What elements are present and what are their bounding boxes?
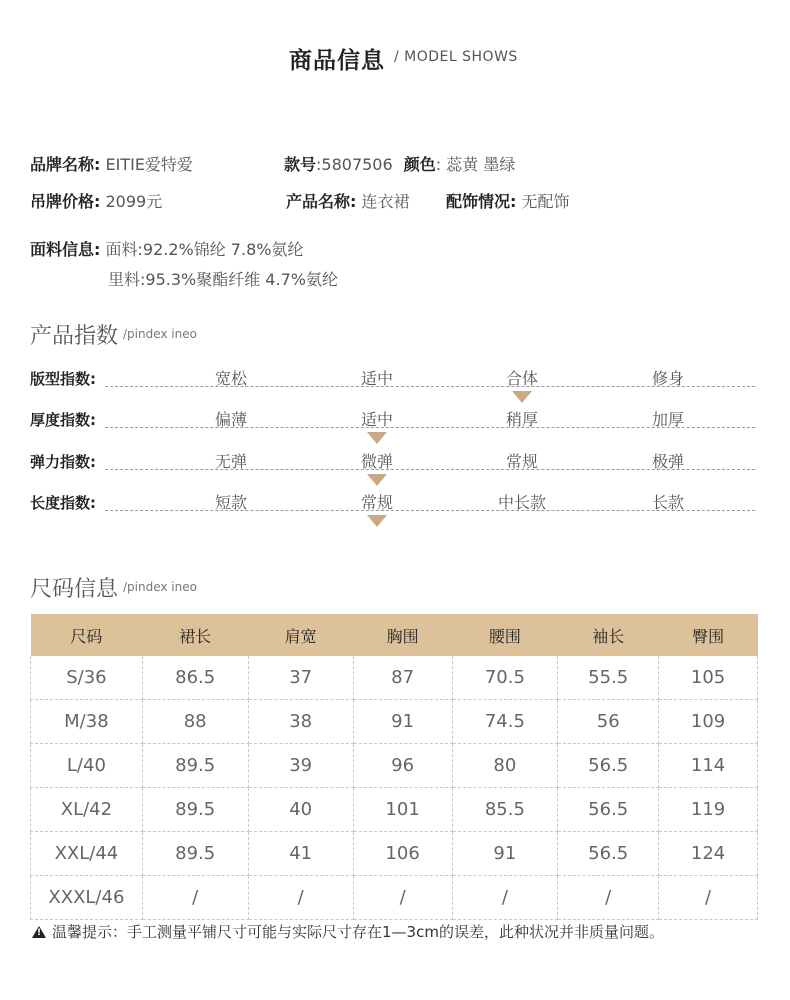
measurement-cell: 55.5 bbox=[558, 656, 659, 700]
size-table-body bbox=[31, 656, 758, 920]
index-option: 适中 bbox=[360, 369, 393, 388]
measurement-cell: 88 bbox=[142, 700, 248, 744]
price-label: 吊牌价格: bbox=[30, 192, 101, 211]
measurement-cell: 87 bbox=[353, 656, 452, 700]
measurement-cell: / bbox=[353, 876, 452, 920]
measurement-cell: 80 bbox=[452, 744, 558, 788]
color-value: : 蕊黄 墨绿 bbox=[435, 155, 516, 174]
measurement-cell: 85.5 bbox=[452, 788, 558, 832]
selected-marker-icon bbox=[512, 391, 532, 403]
index-option: 长款 bbox=[651, 493, 684, 512]
measurement-cell: 56.5 bbox=[558, 788, 659, 832]
index-option: 微弹 bbox=[360, 452, 393, 471]
size-cell: XXXL/46 bbox=[31, 876, 143, 920]
size-table-column-header: 裙长 bbox=[142, 614, 248, 656]
size-table-column-header: 袖长 bbox=[558, 614, 659, 656]
measurement-cell: / bbox=[452, 876, 558, 920]
measurement-cell: 56.5 bbox=[558, 744, 659, 788]
accessory-info bbox=[446, 189, 570, 212]
measurement-cell: 56.5 bbox=[558, 832, 659, 876]
index-option: 修身 bbox=[651, 369, 684, 388]
table-row bbox=[31, 656, 758, 700]
size-cell: S/36 bbox=[31, 656, 143, 700]
measurement-cell: 91 bbox=[452, 832, 558, 876]
measurement-cell: 101 bbox=[353, 788, 452, 832]
table-row bbox=[31, 876, 758, 920]
index-option: 稍厚 bbox=[505, 410, 538, 429]
selected-marker-icon bbox=[367, 432, 387, 444]
size-table-column-header: 臀围 bbox=[659, 614, 758, 656]
measurement-cell: 109 bbox=[659, 700, 758, 744]
index-option: 加厚 bbox=[651, 410, 684, 429]
size-cell: L/40 bbox=[31, 744, 143, 788]
index-option: 常规 bbox=[360, 493, 393, 512]
product-value: 连衣裙 bbox=[356, 192, 410, 211]
measurement-cell: 37 bbox=[248, 656, 353, 700]
measurement-cell: / bbox=[248, 876, 353, 920]
fabric-info bbox=[30, 237, 303, 260]
size-table bbox=[30, 614, 758, 920]
measurement-cell: 124 bbox=[659, 832, 758, 876]
index-option: 宽松 bbox=[214, 369, 247, 388]
selected-marker-icon bbox=[367, 515, 387, 527]
index-option: 合体 bbox=[505, 369, 538, 388]
fabric-label: 面料信息: bbox=[30, 240, 101, 259]
size-cell: XL/42 bbox=[31, 788, 143, 832]
size-table-column-header: 尺码 bbox=[31, 614, 143, 656]
index-row-label: 版型指数: bbox=[30, 370, 96, 388]
table-row bbox=[31, 832, 758, 876]
measurement-cell: 96 bbox=[353, 744, 452, 788]
measurement-cell: 119 bbox=[659, 788, 758, 832]
table-row bbox=[31, 744, 758, 788]
product-info bbox=[286, 189, 410, 212]
index-option: 中长款 bbox=[497, 493, 546, 512]
size-cell: XXL/44 bbox=[31, 832, 143, 876]
measurement-cell: 70.5 bbox=[452, 656, 558, 700]
selected-marker-icon bbox=[367, 474, 387, 486]
size-cell: M/38 bbox=[31, 700, 143, 744]
measurement-cell: / bbox=[659, 876, 758, 920]
size-table-column-header: 肩宽 bbox=[248, 614, 353, 656]
size-section-subtitle: /pindex ineo bbox=[123, 580, 197, 594]
index-option: 常规 bbox=[505, 452, 538, 471]
note-text: 温馨提示：手工测量平铺尺寸可能与实际尺寸存在1—3cm的误差，此种状况并非质量问题。 bbox=[52, 923, 664, 941]
color-label: 颜色 bbox=[403, 155, 436, 174]
measurement-cell: 114 bbox=[659, 744, 758, 788]
measurement-cell: 39 bbox=[248, 744, 353, 788]
size-table-column-header: 胸围 bbox=[353, 614, 452, 656]
measurement-cell: 89.5 bbox=[142, 788, 248, 832]
measurement-cell: 86.5 bbox=[142, 656, 248, 700]
brand-label: 品牌名称: bbox=[30, 155, 101, 174]
brand-info bbox=[30, 152, 193, 175]
measurement-cell: 106 bbox=[353, 832, 452, 876]
table-row bbox=[31, 700, 758, 744]
index-section-subtitle: /pindex ineo bbox=[123, 327, 197, 341]
note bbox=[32, 921, 664, 942]
lining-value: 里料:95.3%聚酯纤维 4.7%氨纶 bbox=[108, 270, 338, 289]
lining-info bbox=[108, 267, 338, 290]
product-label: 产品名称: bbox=[286, 192, 357, 211]
style-label: 款号 bbox=[284, 155, 317, 174]
measurement-cell: 89.5 bbox=[142, 832, 248, 876]
index-row-label: 弹力指数: bbox=[30, 453, 96, 471]
size-section-title: 尺码信息 bbox=[30, 577, 119, 602]
measurement-cell: 105 bbox=[659, 656, 758, 700]
measurement-cell: 40 bbox=[248, 788, 353, 832]
measurement-cell: 56 bbox=[558, 700, 659, 744]
index-row-label: 厚度指数: bbox=[30, 411, 96, 429]
measurement-cell: 89.5 bbox=[142, 744, 248, 788]
measurement-cell: 41 bbox=[248, 832, 353, 876]
warning-icon bbox=[32, 926, 46, 938]
index-option: 短款 bbox=[214, 493, 247, 512]
price-value: 2099元 bbox=[100, 192, 163, 211]
price-info bbox=[30, 189, 162, 212]
index-option: 偏薄 bbox=[214, 410, 247, 429]
size-table-header bbox=[31, 614, 758, 656]
index-row-label: 长度指数: bbox=[30, 494, 96, 512]
accessory-value: 无配饰 bbox=[516, 192, 570, 211]
measurement-cell: 74.5 bbox=[452, 700, 558, 744]
index-option: 极弹 bbox=[651, 452, 684, 471]
index-option: 适中 bbox=[360, 410, 393, 429]
brand-value: EITIE爱特爱 bbox=[100, 155, 193, 174]
fabric-value: 面料:92.2%锦纶 7.8%氨纶 bbox=[100, 240, 304, 259]
page-subtitle: / MODEL SHOWS bbox=[394, 49, 518, 65]
style-value: :5807506 bbox=[316, 155, 393, 174]
measurement-cell: / bbox=[558, 876, 659, 920]
measurement-cell: 38 bbox=[248, 700, 353, 744]
page-title: 商品信息 bbox=[289, 48, 385, 74]
size-table-column-header: 腰围 bbox=[452, 614, 558, 656]
index-section-title: 产品指数 bbox=[30, 324, 119, 349]
style-info bbox=[284, 152, 515, 175]
measurement-cell: / bbox=[142, 876, 248, 920]
measurement-cell: 91 bbox=[353, 700, 452, 744]
table-row bbox=[31, 788, 758, 832]
accessory-label: 配饰情况: bbox=[446, 192, 517, 211]
index-option: 无弹 bbox=[214, 452, 247, 471]
